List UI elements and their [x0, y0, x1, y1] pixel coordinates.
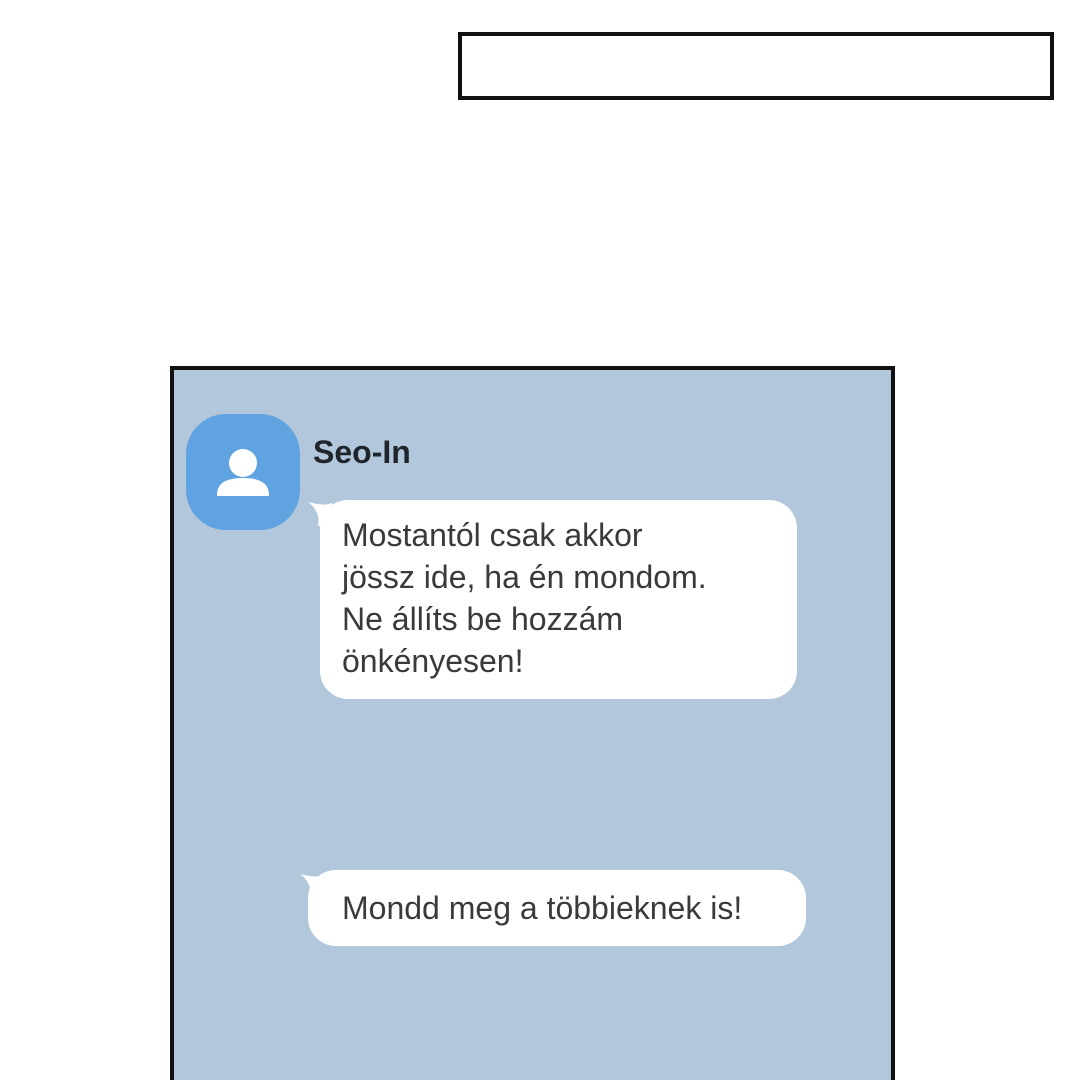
person-icon [186, 414, 300, 530]
message-line: Mondd meg a többieknek is! [342, 890, 743, 926]
message-line: jössz ide, ha én mondom. [342, 559, 707, 595]
sender-name: Seo-In [313, 434, 411, 470]
message-line: Ne állíts be hozzám [342, 601, 624, 637]
message-line: önkényesen! [342, 643, 524, 679]
message-bubble [308, 870, 806, 946]
message-line: Mostantól csak akkor [342, 517, 643, 553]
message-bubble [320, 500, 797, 699]
avatar[interactable] [186, 414, 300, 530]
caption-box [458, 32, 1054, 100]
